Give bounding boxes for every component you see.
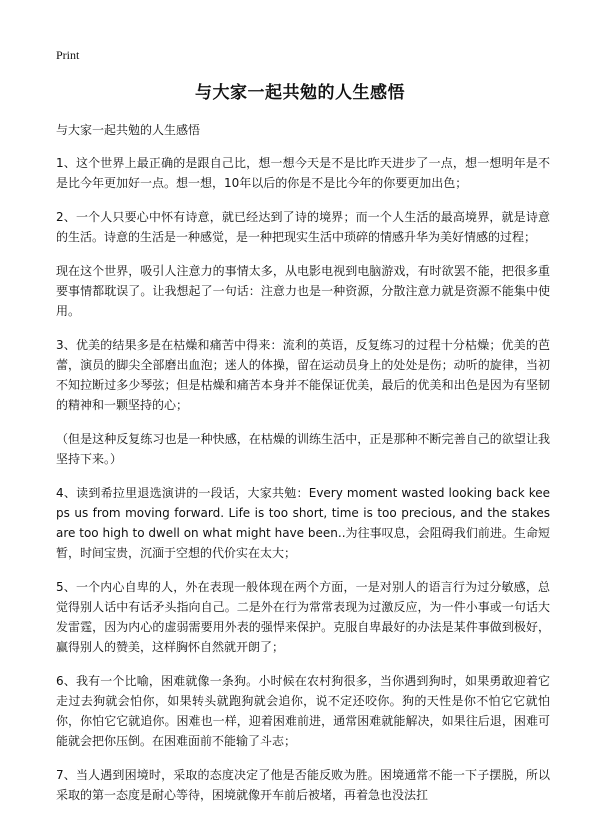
- paragraph: 5、一个内心自卑的人，外在表现一般体现在两个方面，一是对别人的语言行为过分敏感，总觉得别人话中有话矛头指向自己。二是外在行为常常表现为过激反应，为一件小事或一句话大发雷霆，因为内心的虚弱需要用外表的强悍来保护。克服自卑最好的办法是某件事做到极好，赢得别人的赞美，这样胸怀自然就开朗了；: [56, 580, 550, 654]
- paragraph: 3、优美的结果多是在枯燥和痛苦中得来：流利的英语，反复练习的过程十分枯燥；优美的芭蕾，演员的脚尖全部磨出血泡；迷人的体操，留在运动员身上的处处是伤；动听的旋律，当初不知拉断过多少琴弦；但是枯燥和痛苦本身并不能保证优美，最后的优美和出色是因为有坚韧的精神和一颗坚持的心；: [56, 338, 550, 412]
- paragraph: （但是这种反复练习也是一种快感，在枯燥的训练生活中，正是那种不断完善自己的欲望让我坚持下来。）: [56, 432, 550, 466]
- article-subtitle: 与大家一起共勉的人生感悟: [56, 123, 201, 137]
- article-body: [56, 120, 550, 819]
- paragraph: 1、这个世界上最正确的是跟自己比，想一想今天是不是比昨天进步了一点，想一想明年是不是比今年更加好一点。想一想，10年以后的你是不是比今年的你要更加出色；: [56, 156, 550, 190]
- paragraph: 4、读到希拉里退选演讲的一段话，大家共勉：Every moment wasted looking back keeps us from moving forward. Life is too short, time is too precious, and the stakes are too high to dwell on what might have been..为往事叹息，会阻碍我们前进。生命短暂，时间宝贵，沉湎于空想的代价实在太大；: [56, 486, 550, 560]
- paragraph: 2、一个人只要心中怀有诗意，就已经达到了诗的境界；而一个人生活的最高境界，就是诗意的生活。诗意的生活是一种感觉，是一种把现实生活中琐碎的情感升华为美好情感的过程；: [56, 210, 550, 244]
- paragraph: 6、我有一个比喻，困难就像一条狗。小时候在农村狗很多，当你遇到狗时，如果勇敢迎着它走过去狗就会怕你，如果转头就跑狗就会追你，说不定还咬你。狗的天性是你不怕它它就怕你，你怕它它就追你。困难也一样，迎着困难前进，通常困难就能解决，如果往后退，困难可能就会把你压倒。在困难面前不能输了斗志；: [56, 674, 550, 748]
- paragraph: 7、当人遇到困境时，采取的态度决定了他是否能反败为胜。困境通常不能一下子摆脱，所以采取的第一态度是耐心等待，困境就像开车前后被堵，再着急也没法扛: [56, 768, 550, 802]
- paragraph: 现在这个世界，吸引人注意力的事情太多，从电影电视到电脑游戏，有时欲罢不能，把很多重要事情都耽误了。让我想起了一句话：注意力也是一种资源，分散注意力就是资源不能集中使用。: [56, 264, 550, 318]
- page-title: 与大家一起共勉的人生感悟: [195, 83, 405, 103]
- print-link[interactable]: Print: [56, 48, 80, 62]
